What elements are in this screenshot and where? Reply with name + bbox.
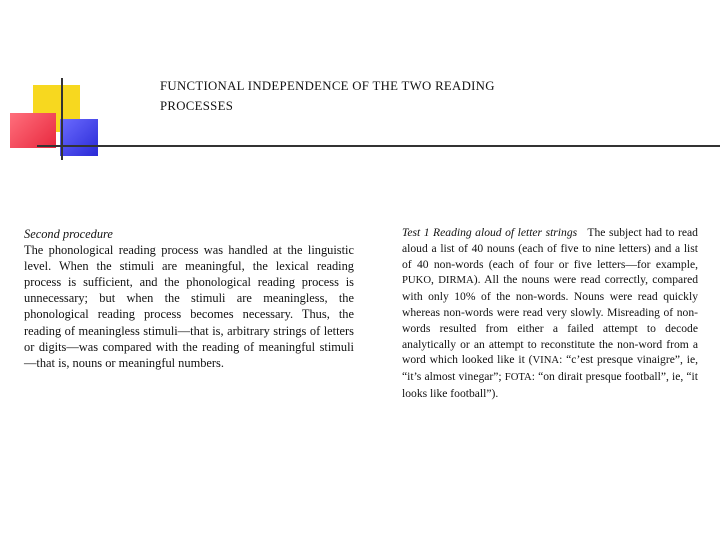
example-word-4: FOTA xyxy=(504,371,532,384)
right-text-2: , xyxy=(431,273,439,287)
right-text-5: : “on dirait presque football”, ie, “it looks like football”). xyxy=(402,370,698,400)
example-word-3: VINA xyxy=(532,354,560,367)
example-word-2: DIRMA xyxy=(438,274,474,287)
right-text-1: The subject had to read aloud a list of 40 nouns (each of five to nine letters) and a list of 40 non-words (each of four or five letters—for example, xyxy=(402,226,698,271)
title-line-1: FUNCTIONAL INDEPENDENCE OF THE TWO READING xyxy=(160,79,495,93)
right-column xyxy=(402,225,698,402)
left-heading: Second procedure xyxy=(24,227,113,241)
horizontal-rule xyxy=(37,145,720,147)
left-column xyxy=(24,226,354,371)
title-line-2: PROCESSES xyxy=(160,99,234,113)
logo-square-red xyxy=(10,113,56,148)
example-word-1: PUKO xyxy=(402,274,432,287)
left-body: The phonological reading process was handled at the linguistic level. When the stimuli are meaningful, the lexical reading process is sufficient, and the phonological reading process is unnecessary; but when the stimuli are meaningless, the phonological reading process becomes necessary. Thus, the reading of meaningless stimuli—that is, arbitrary strings of letters or digits—was compared with the reading of meaningful stimuli—that is, nouns or meaningful numbers. xyxy=(24,243,354,370)
right-heading: Test 1 Reading aloud of letter strings xyxy=(402,226,578,239)
logo-square-blue xyxy=(60,119,98,156)
right-text-4: : “c’est presque vinaigre”, ie, “it’s almost vinegar”; xyxy=(402,353,698,384)
right-text-3: ). All the nouns were read correctly, compared with only 10% of the non-words. Nouns were read quickly whereas non-words were read very slowly. Misreading of non-words resulted from either a failed attempt to decode analytically or an attempt to reconstitute the non-word from a word which looked like it ( xyxy=(402,273,699,367)
slide-title xyxy=(160,76,580,116)
vertical-rule xyxy=(61,78,63,160)
right-body xyxy=(402,225,698,402)
